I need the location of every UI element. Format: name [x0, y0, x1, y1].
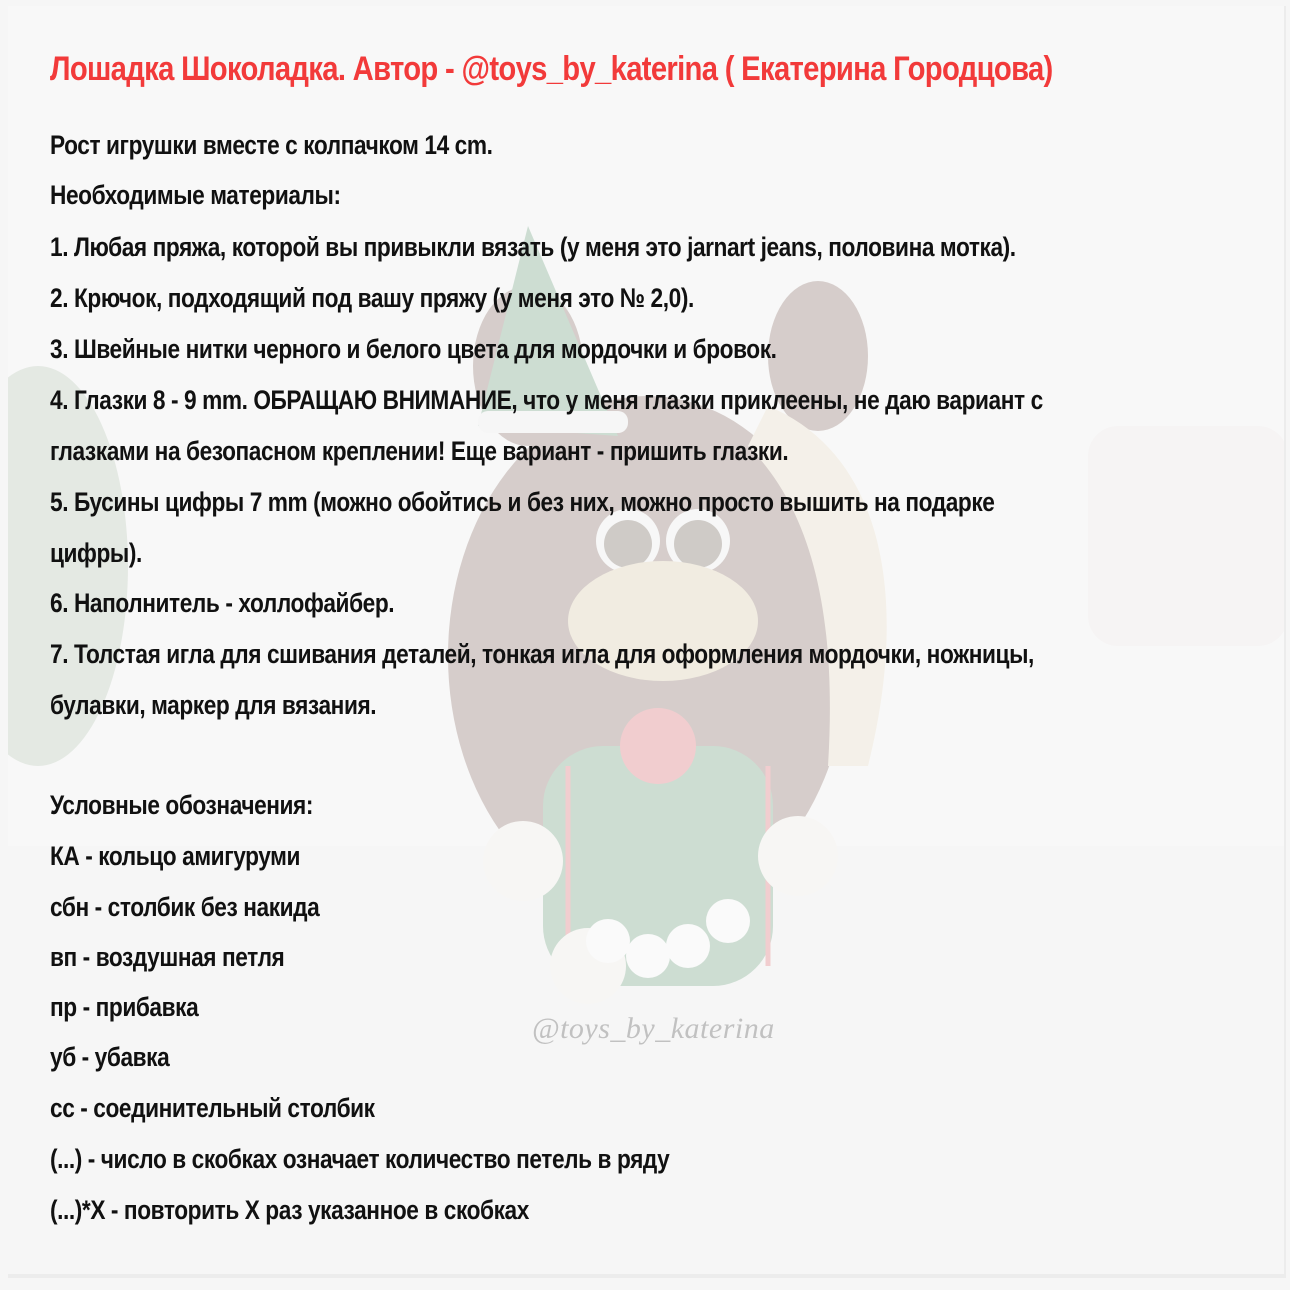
material-item: булавки, маркер для вязания. [50, 690, 377, 720]
materials-heading: Необходимые материалы: [50, 180, 341, 210]
material-item: 4. Глазки 8 - 9 mm. ОБРАЩАЮ ВНИМАНИЕ, что у меня глазки приклеены, не даю вариант с [50, 385, 1043, 415]
legend-item: уб - убавка [50, 1042, 170, 1072]
material-item: цифры). [50, 538, 142, 568]
material-item: 6. Наполнитель - холлофайбер. [50, 588, 395, 618]
instruction-card [8, 6, 1286, 1278]
legend-item: вп - воздушная петля [50, 942, 285, 972]
bead-digits [586, 899, 750, 978]
legend-item: (...) - число в скобках означает количество петель в ряду [50, 1144, 670, 1174]
material-item: 5. Бусины цифры 7 mm (можно обойтись и без них, можно просто вышить на подарке [50, 487, 995, 517]
material-item: глазками на безопасном креплении! Еще вариант - пришить глазки. [50, 436, 789, 466]
legend-item: сбн - столбик без накида [50, 892, 320, 922]
material-item: 1. Любая пряжа, которой вы привыкли вязать (у меня это jarnart jeans, половина мотка). [50, 232, 1016, 262]
toy-height: Рост игрушки вместе с колпачком 14 cm. [50, 130, 493, 160]
material-item: 7. Толстая игла для сшивания деталей, тонкая игла для оформления мордочки, ножницы, [50, 639, 1034, 669]
legend-item: пр - прибавка [50, 992, 199, 1022]
page-title: Лошадка Шоколадка. Автор - @toys_by_katerina ( Екатерина Городцова) [50, 50, 1053, 88]
legend-item: (...)*Х - повторить Х раз указанное в скобках [50, 1195, 529, 1225]
legend-item: сс - соединительный столбик [50, 1093, 375, 1123]
legend-item: КА - кольцо амигуруми [50, 841, 301, 871]
watermark: @toys_by_katerina [532, 1012, 775, 1045]
material-item: 3. Швейные нитки черного и белого цвета для мордочки и бровок. [50, 334, 777, 364]
material-item: 2. Крючок, подходящий под вашу пряжу (у меня это № 2,0). [50, 283, 694, 313]
legend-heading: Условные обозначения: [50, 790, 314, 820]
